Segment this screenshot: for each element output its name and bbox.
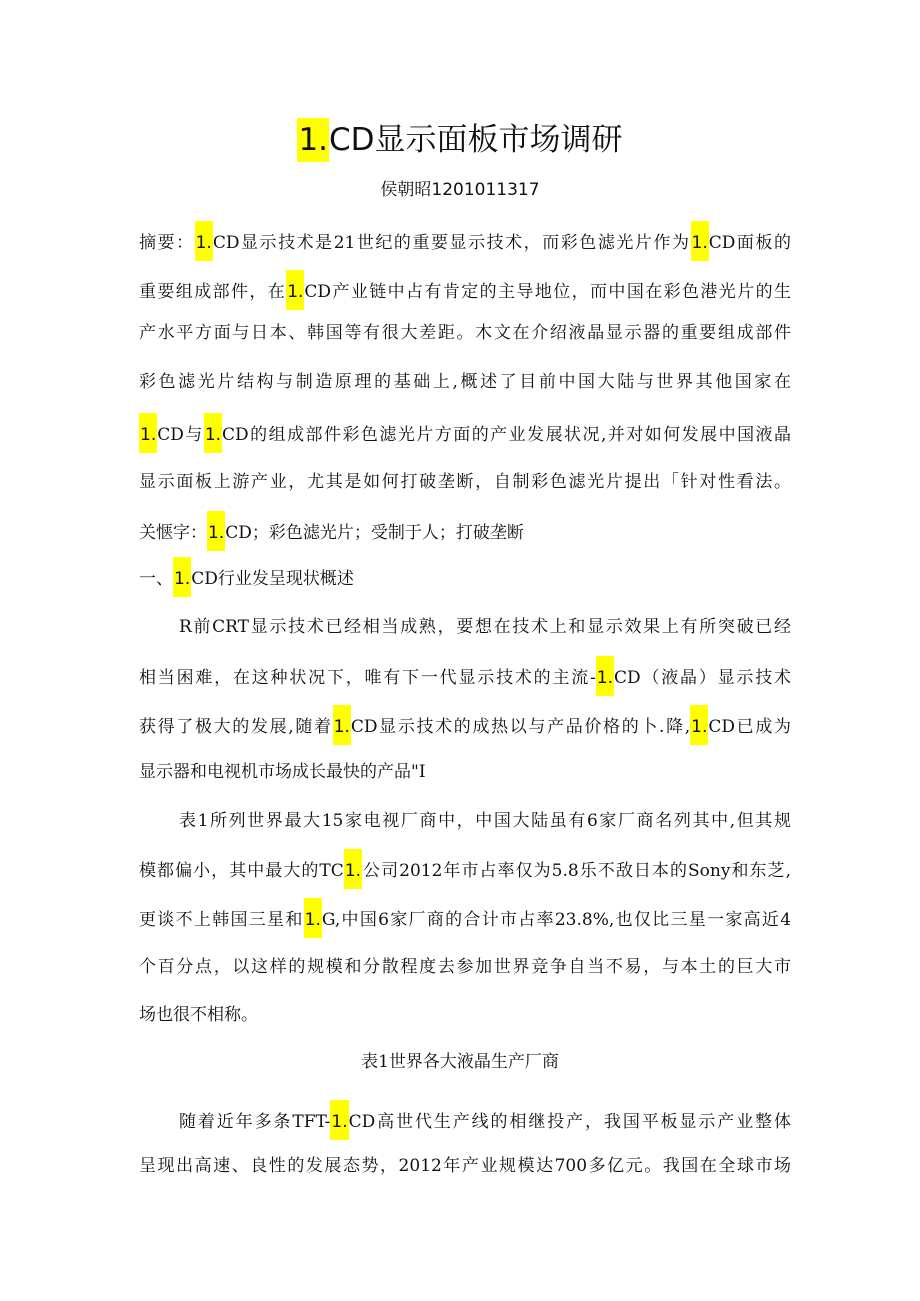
highlight-mark: 1. <box>333 705 351 745</box>
highlight-mark: 1. <box>204 413 222 453</box>
paragraph-line: 获得了极大的发展,随着1.CD显示技术的成热以与产品价格的卜.降,1.CD已成为 <box>139 705 791 745</box>
paragraph-line: R前CRT显示技术已经相当成熟，要想在技术上和显示效果上有所突破已经 <box>179 617 791 637</box>
paragraph-line: 呈现出高速、良性的发展态势，2012年产业规模达700多亿元。我国在全球市场 <box>139 1156 791 1176</box>
highlight-mark: 1. <box>691 221 709 261</box>
paragraph-line: 表1所列世界最大15家电视厂商中，中国大陆虽有6家厂商名列其中,但其规 <box>179 811 791 831</box>
paragraph-line: 相当困难，在这种状况下，唯有下一代显示技术的主流-1.CD（液晶）显示技术 <box>139 656 791 696</box>
title-text: CD显示面板市场调研 <box>329 122 623 158</box>
table-caption: 表1世界各大液晶生产厂商 <box>361 1052 559 1072</box>
highlight-mark: 1. <box>207 511 225 551</box>
highlight-mark: 1. <box>690 705 708 745</box>
highlight-mark: 1. <box>195 221 213 261</box>
paragraph-line: 模都偏小，其中最大的TC1.公司2012年市占率仅为5.8乐不敌日本的Sony和东芝, <box>139 849 791 889</box>
paragraph-line: 个百分点，以这样的规模和分散程度去参加世界竞争自当不易，与本土的巨大市 <box>139 957 791 977</box>
highlight-mark: 1. <box>173 557 191 597</box>
abstract-line: 产水平方面与日本、韩国等有很大差距。木文在介绍液晶显示器的重要组成部件 <box>139 323 791 343</box>
section-heading: 一、1.CD行业发呈现状概述 <box>139 557 791 597</box>
highlight-mark: 1. <box>297 118 329 162</box>
abstract-line: 显示面板上游产业，尤其是如何打破垄断，自制彩色滤光片提出「针对性看法。 <box>139 472 791 492</box>
abstract-line: 重要组成部件，在1.CD产业链中占有肯定的主导地位，而中国在彩色港光片的生 <box>139 270 791 310</box>
paragraph-line: 随着近年多条TFT-1.CD高世代生产线的相继投产，我国平板显示产业整体 <box>179 1100 791 1140</box>
page-title <box>0 110 920 170</box>
highlight-mark: 1. <box>286 270 304 310</box>
highlight-mark: 1. <box>330 1100 348 1140</box>
abstract-line: 1.CD与1.CD的组成部件彩色滤光片方面的产业发展状况,并对如何发展中国液晶 <box>139 413 791 453</box>
highlight-mark: 1. <box>344 849 362 889</box>
abstract-line: 彩色滤光片结构与制造原理的基础上,概述了目前中国大陆与世界其他国家在 <box>139 372 791 392</box>
highlight-mark: 1. <box>304 898 322 938</box>
author-line: 侯朝昭1201011317 <box>380 180 540 200</box>
paragraph-line: 显示器和电视机市场成长最快的产品"I <box>139 762 426 782</box>
highlight-mark: 1. <box>139 413 157 453</box>
highlight-mark: 1. <box>596 656 614 696</box>
keywords-line: 关惬字：1.CD；彩色滤光片；受制于人；打破垄断 <box>139 511 791 551</box>
abstract-line: 摘要：1.CD显示技术是21世纪的重要显示技术，而彩色滤光片作为1.CD面板的 <box>139 221 791 261</box>
paragraph-line: 场也很不相称。 <box>139 1005 258 1025</box>
paragraph-line: 更谈不上韩国三星和1.G,中国6家厂商的合计市占率23.8%,也仅比三星一家高近4 <box>139 898 791 938</box>
